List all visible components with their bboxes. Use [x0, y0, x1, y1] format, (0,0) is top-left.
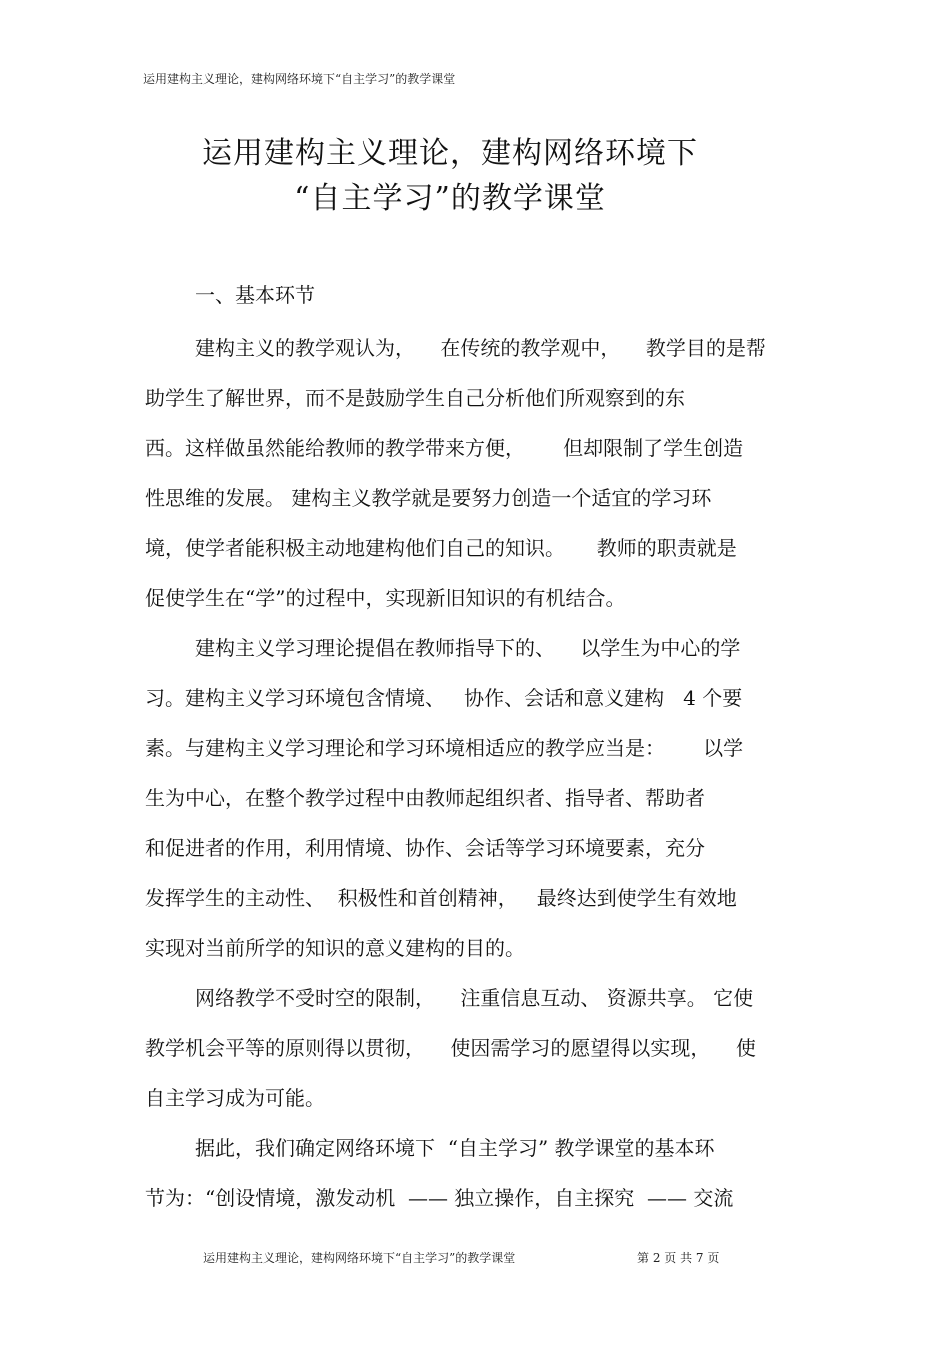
body-line: 和促进者的作用，利用情境、协作、会话等学习环境要素，充分	[145, 836, 705, 860]
body-line: 素。与建构主义学习理论和学习环境相适应的教学应当是： 以学	[145, 736, 744, 760]
body-line: 建构主义学习理论提倡在教师指导下的、 以学生为中心的学	[195, 636, 741, 660]
body-line: 网络教学不受时空的限制， 注重信息互动、 资源共享。 它使	[195, 986, 754, 1010]
body-line: 性思维的发展。 建构主义教学就是要努力创造一个适宜的学习环	[145, 486, 712, 510]
body-line: 促使学生在“学”的过程中，实现新旧知识的有机结合。	[145, 586, 626, 610]
body-line: 境，使学者能积极主动地建构他们自己的知识。 教师的职责就是	[145, 536, 737, 560]
running-header: 运用建构主义理论，建构网络环境下“自主学习”的教学课堂	[143, 72, 456, 86]
body-line: 习。建构主义学习环境包含情境、 协作、会话和意义建构 4 个要	[145, 686, 743, 710]
body-line: 西。这样做虽然能给教师的教学带来方便， 但却限制了学生创造	[145, 436, 744, 460]
body-line: 教学机会平等的原则得以贯彻， 使因需学习的愿望得以实现， 使	[145, 1036, 756, 1060]
body-line: 建构主义的教学观认为， 在传统的教学观中， 教学目的是帮	[195, 336, 766, 360]
body-line: 节为：“创设情境，激发动机 —— 独立操作，自主探究 —— 交流	[145, 1186, 734, 1210]
document-title-line-1: 运用建构主义理论，建构网络环境下	[202, 136, 698, 171]
body-line: 生为中心，在整个教学过程中由教师起组织者、指导者、帮助者	[145, 786, 705, 810]
body-line: 实现对当前所学的知识的意义建构的目的。	[145, 936, 525, 960]
body-line: 发挥学生的主动性、 积极性和首创精神， 最终达到使学生有效地	[145, 886, 737, 910]
page-number: 第 2 页 共 7 页	[637, 1251, 720, 1265]
footer-title: 运用建构主义理论，建构网络环境下“自主学习”的教学课堂	[203, 1251, 516, 1265]
body-line: 自主学习成为可能。	[145, 1086, 325, 1110]
body-line: 助学生了解世界，而不是鼓励学生自己分析他们所观察到的东	[145, 386, 685, 410]
body-line: 据此，我们确定网络环境下 “自主学习” 教学课堂的基本环	[195, 1136, 715, 1160]
section-heading: 一、基本环节	[195, 283, 315, 307]
document-title-line-2: “自主学习”的教学课堂	[294, 181, 606, 216]
